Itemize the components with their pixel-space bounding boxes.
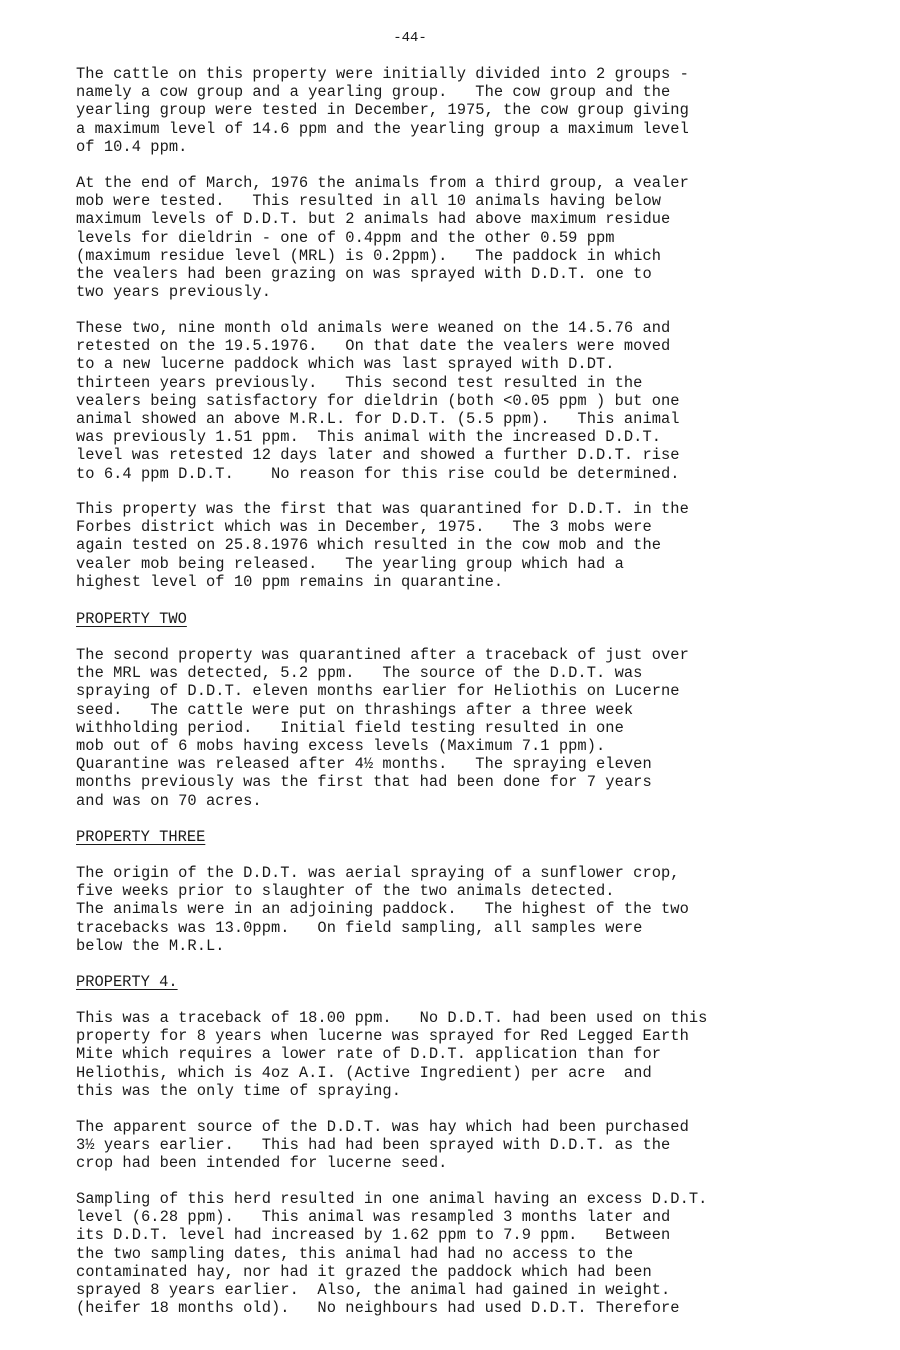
text-line: the vealers had been grazing on was sprayed with D.D.T. one to <box>76 264 652 283</box>
text-line: 3½ years earlier. This had had been sprayed with D.D.T. as the <box>76 1136 671 1155</box>
text-line: five weeks prior to slaughter of the two animals detected. <box>76 882 615 901</box>
text-line: the two sampling dates, this animal had had no access to the <box>76 1244 634 1263</box>
text-line: two years previously. <box>76 283 272 302</box>
text-line: Forbes district which was in December, 1975. The 3 mobs were <box>76 518 652 537</box>
text-line: The animals were in an adjoining paddock. The highest of the two <box>76 900 689 919</box>
text-line: tracebacks was 13.0ppm. On field sampling, all samples were <box>76 918 643 937</box>
text-line: The apparent source of the D.D.T. was hay which had been purchased <box>76 1118 689 1136</box>
text-line: This was a traceback of 18.00 ppm. No D.D.T. had been used on this <box>76 1009 708 1027</box>
paragraph-traceback <box>76 1009 707 1100</box>
page-number: -44- <box>393 30 427 46</box>
text-line: contaminated hay, nor had it grazed the paddock which had been <box>76 1262 652 1281</box>
text-line: mob were tested. This resulted in all 10 animals having below <box>76 192 662 211</box>
text-line: property for 8 years when lucerne was sprayed for Red Legged Earth <box>76 1027 689 1046</box>
text-line: sprayed 8 years earlier. Also, the animal had gained in weight. <box>76 1280 671 1299</box>
text-line: These two, nine month old animals were weaned on the 14.5.76 and <box>76 319 671 337</box>
text-line: was previously 1.51 ppm. This animal with the increased D.D.T. <box>76 428 662 447</box>
text-line: The cattle on this property were initially divided into 2 groups - <box>76 65 689 83</box>
section-heading: PROPERTY TWO <box>76 610 187 628</box>
text-line: below the M.R.L. <box>76 936 225 955</box>
text-line: vealer mob being released. The yearling group which had a <box>76 554 624 573</box>
paragraph-hay-source <box>76 1118 689 1173</box>
text-line: levels for dieldrin - one of 0.4ppm and the other 0.59 ppm <box>76 228 615 247</box>
text-line: to 6.4 ppm D.D.T. No reason for this rise could be determined. <box>76 464 680 483</box>
paragraph-first-quarantine <box>76 500 689 591</box>
text-line: and was on 70 acres. <box>76 791 262 810</box>
text-line: yearling group were tested in December, 1975, the cow group giving <box>76 101 689 120</box>
paragraph-herd-sampling <box>76 1190 707 1317</box>
section-heading: PROPERTY THREE <box>76 828 206 846</box>
text-line: This property was the first that was quarantined for D.D.T. in the <box>76 500 689 518</box>
paragraph-vealer-mob <box>76 174 689 301</box>
text-line: (heifer 18 months old). No neighbours had used D.D.T. Therefore <box>76 1299 680 1318</box>
section-heading: PROPERTY 4. <box>76 973 178 991</box>
text-line: Quarantine was released after 4½ months. The spraying eleven <box>76 755 652 774</box>
text-line: highest level of 10 ppm remains in quarantine. <box>76 572 504 591</box>
text-line: of 10.4 ppm. <box>76 137 188 156</box>
text-line: The origin of the D.D.T. was aerial spraying of a sunflower crop, <box>76 864 680 882</box>
text-line: seed. The cattle were put on thrashings after a three week <box>76 700 634 719</box>
text-line: months previously was the first that had been done for 7 years <box>76 773 652 792</box>
text-line: mob out of 6 mobs having excess levels (Maximum 7.1 ppm). <box>76 736 606 755</box>
text-line: (maximum residue level (MRL) is 0.2ppm). The paddock in which <box>76 246 662 265</box>
paragraph-initial-groups <box>76 65 689 156</box>
text-line: retested on the 19.5.1976. On that date the vealers were moved <box>76 337 671 356</box>
text-line: its D.D.T. level had increased by 1.62 ppm to 7.9 ppm. Between <box>76 1226 671 1245</box>
text-line: again tested on 25.8.1976 which resulted in the cow mob and the <box>76 536 662 555</box>
text-line: level (6.28 ppm). This animal was resampled 3 months later and <box>76 1208 671 1227</box>
text-line: Mite which requires a lower rate of D.D.T. application than for <box>76 1045 662 1064</box>
text-line: At the end of March, 1976 the animals from a third group, a vealer <box>76 174 689 192</box>
text-line: level was retested 12 days later and showed a further D.D.T. rise <box>76 446 680 465</box>
text-line: animal showed an above M.R.L. for D.D.T. (5.5 ppm). This animal <box>76 409 680 428</box>
text-line: Sampling of this herd resulted in one animal having an excess D.D.T. <box>76 1190 708 1208</box>
text-line: spraying of D.D.T. eleven months earlier for Heliothis on Lucerne <box>76 682 680 701</box>
text-line: the MRL was detected, 5.2 ppm. The source of the D.D.T. was <box>76 664 643 683</box>
text-line: this was the only time of spraying. <box>76 1081 402 1100</box>
text-line: thirteen years previously. This second test resulted in the <box>76 373 643 392</box>
paragraph-property-three <box>76 864 689 955</box>
text-line: namely a cow group and a yearling group. The cow group and the <box>76 83 671 102</box>
text-line: withholding period. Initial field testing resulted in one <box>76 718 624 737</box>
text-line: a maximum level of 14.6 ppm and the yearling group a maximum level <box>76 119 689 138</box>
text-line: maximum levels of D.D.T. but 2 animals had above maximum residue <box>76 210 671 229</box>
text-line: Heliothis, which is 4oz A.I. (Active Ingredient) per acre and <box>76 1063 652 1082</box>
paragraph-weaned-animals <box>76 319 680 483</box>
text-line: crop had been intended for lucerne seed. <box>76 1154 448 1173</box>
text-line: vealers being satisfactory for dieldrin (both <0.05 ppm ) but one <box>76 391 680 410</box>
text-line: The second property was quarantined after a traceback of just over <box>76 646 689 664</box>
paragraph-property-two <box>76 646 689 810</box>
text-line: to a new lucerne paddock which was last sprayed with D.DT. <box>76 355 615 374</box>
